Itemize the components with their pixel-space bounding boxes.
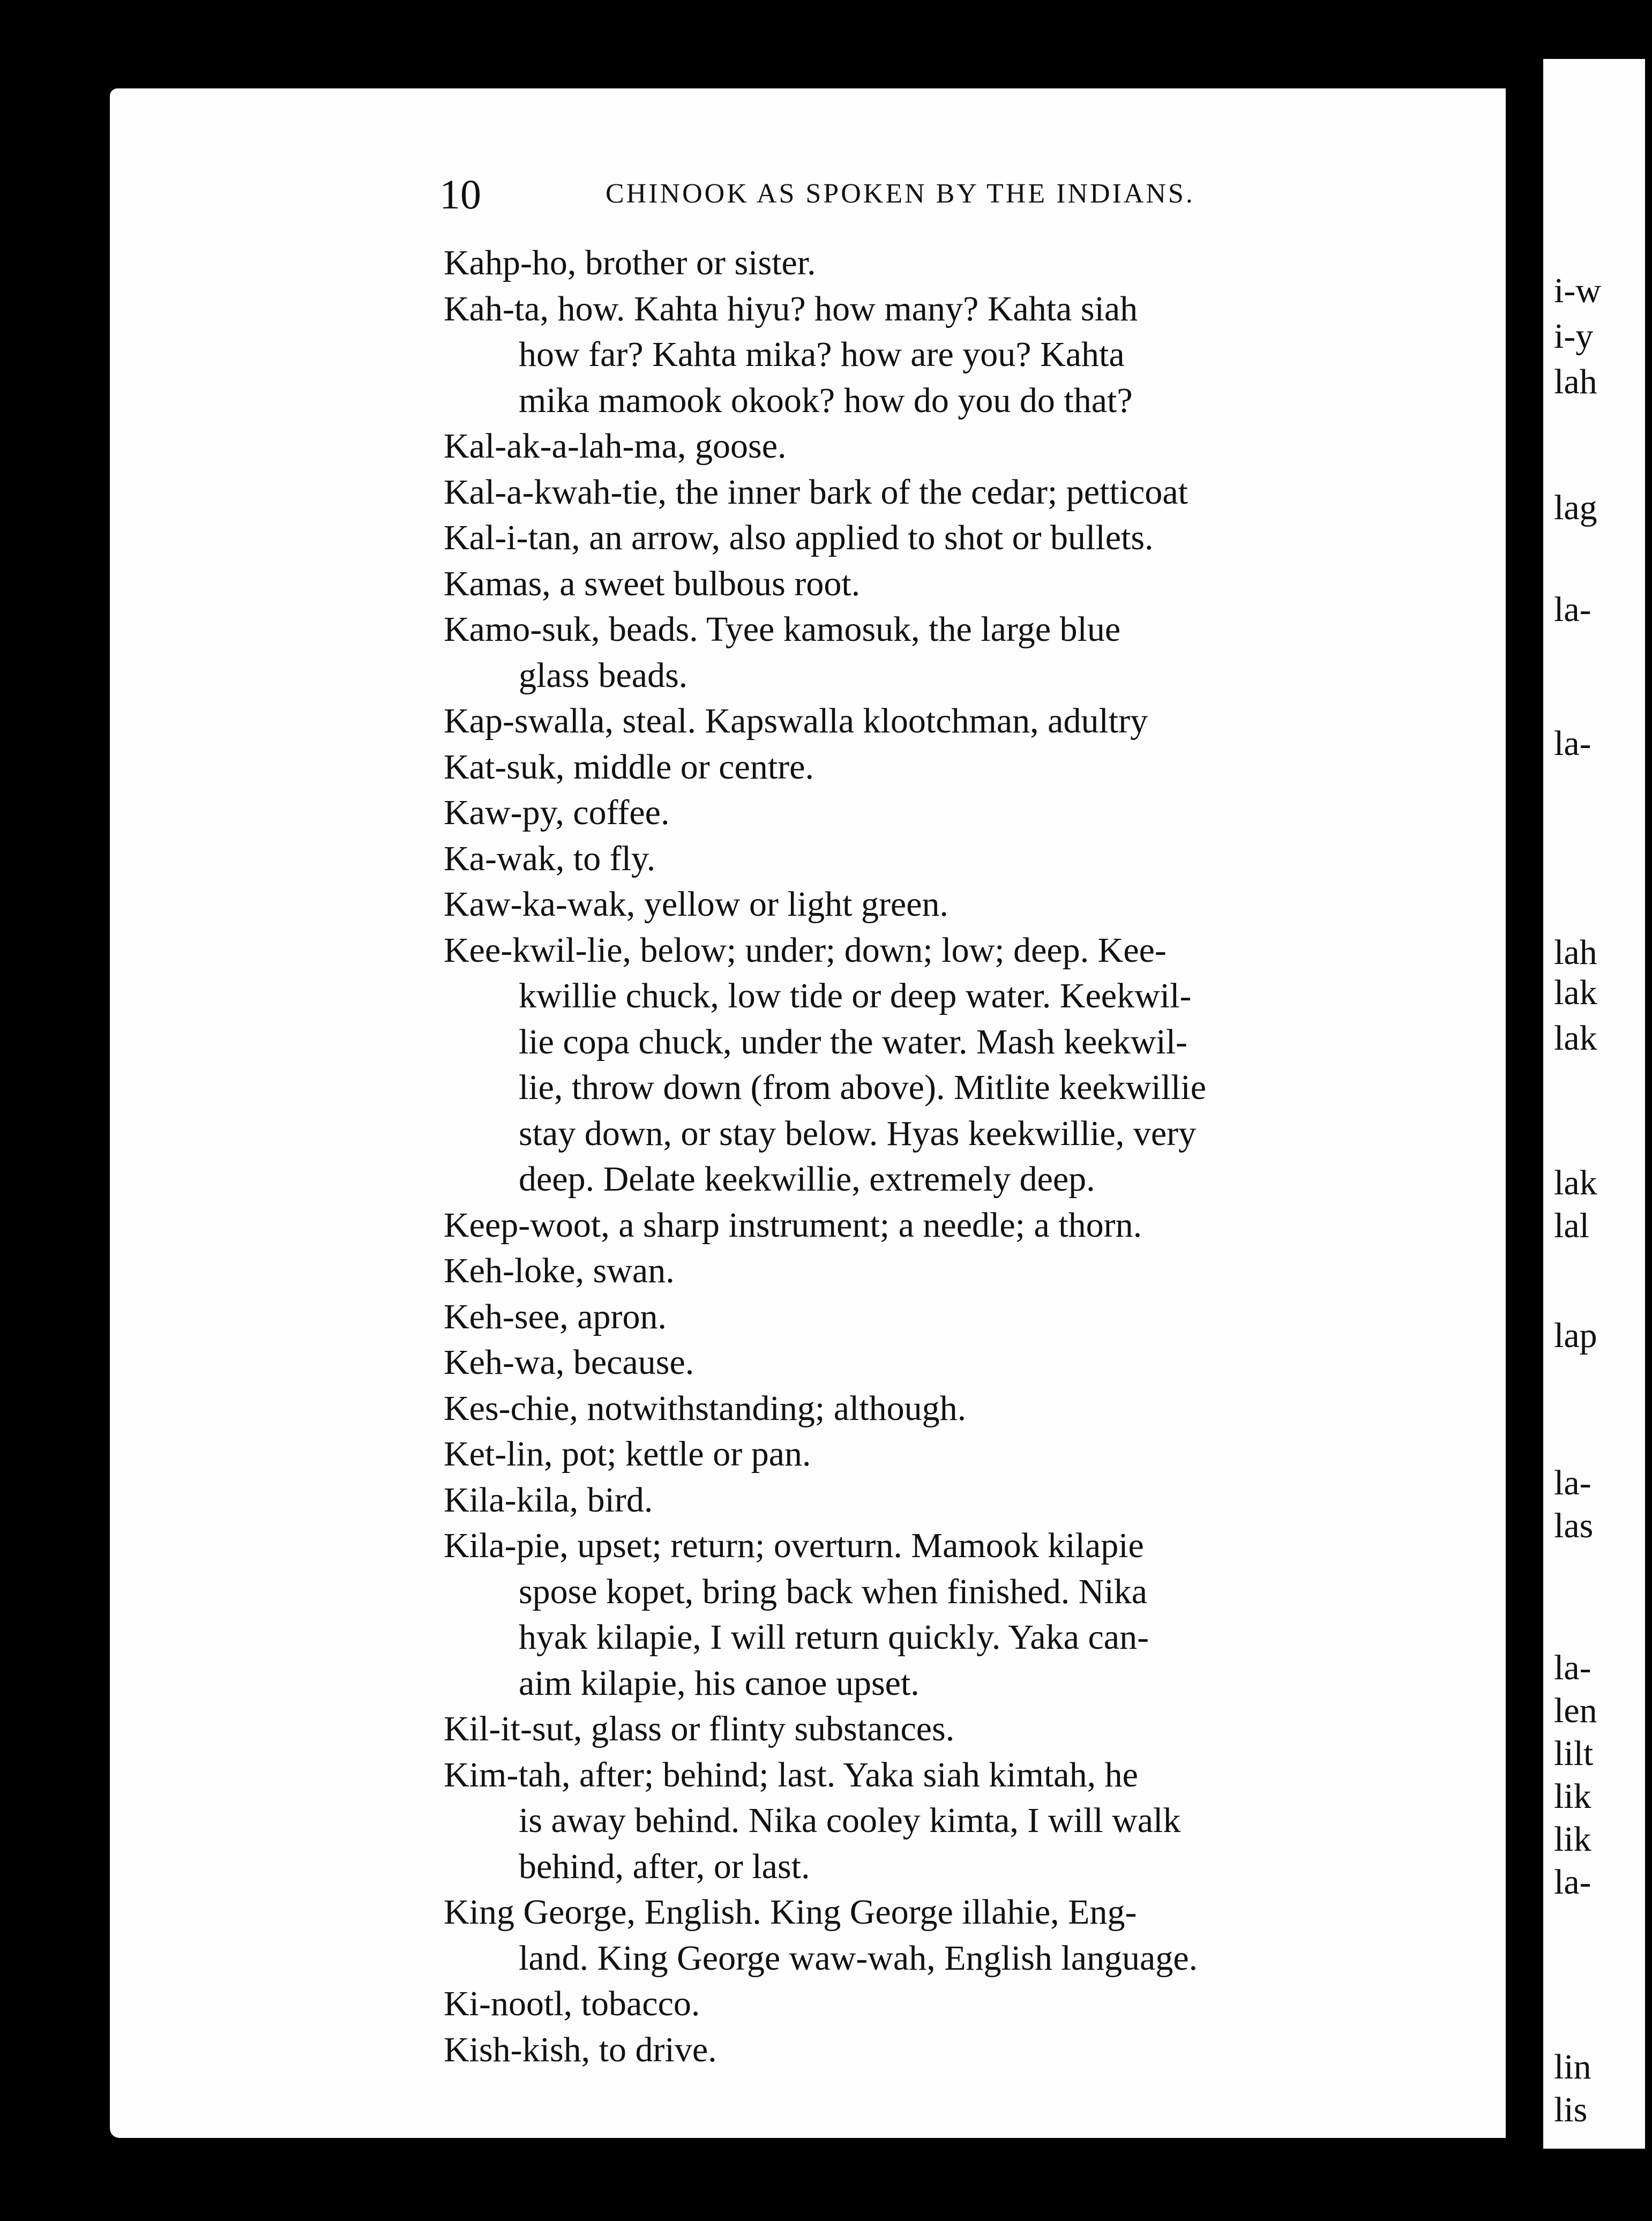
right-page-fragment: i-w xyxy=(1554,271,1601,310)
entry-line: Keh-see, apron. xyxy=(444,1297,667,1336)
entry-line: mika mamook okook? how do you do that? xyxy=(519,380,1133,420)
entry-line: Kaw-py, coffee. xyxy=(444,793,670,832)
dictionary-entry xyxy=(444,1752,1518,1890)
entry-line: Kal-a-kwah-tie, the inner bark of the cedar; petticoat xyxy=(444,472,1188,512)
dictionary-entry xyxy=(444,1248,1518,1294)
entry-line: Kes-chie, notwithstanding; although. xyxy=(444,1388,967,1428)
entry-line: Kal-i-tan, an arrow, also applied to shot or bullets. xyxy=(444,518,1154,557)
right-page-fragment: len xyxy=(1554,1691,1597,1730)
right-page-fragment: lap xyxy=(1554,1316,1597,1355)
entry-line: Kamas, a sweet bulbous root. xyxy=(444,564,861,603)
dictionary-entry xyxy=(444,561,1518,607)
right-page-fragment: lik xyxy=(1554,1820,1591,1859)
entry-line: is away behind. Nika cooley kimta, I will walk xyxy=(519,1801,1181,1840)
dictionary-entries xyxy=(444,240,1518,2073)
right-page-fragment: lah xyxy=(1554,362,1597,401)
dictionary-entry xyxy=(444,1294,1518,1340)
entry-line: how far? Kahta mika? how are you? Kahta xyxy=(519,335,1125,374)
entry-line: Kila-pie, upset; return; overturn. Mamook kilapie xyxy=(444,1526,1144,1565)
entry-line: Kap-swalla, steal. Kapswalla klootchman, adultry xyxy=(444,701,1148,741)
dictionary-entry xyxy=(444,1340,1518,1386)
entry-line: Kamo-suk, beads. Tyee kamosuk, the large blue xyxy=(444,610,1121,649)
dictionary-entry xyxy=(444,1706,1518,1752)
dictionary-entry xyxy=(444,240,1518,286)
entry-line: Kee-kwil-lie, below; under; down; low; deep. Kee- xyxy=(444,930,1167,970)
entry-line: Kal-ak-a-lah-ma, goose. xyxy=(444,427,787,466)
dictionary-entry xyxy=(444,881,1518,928)
right-page-fragment: la- xyxy=(1554,590,1591,629)
dictionary-entry xyxy=(444,1477,1518,1523)
entry-line: Kish-kish, to drive. xyxy=(444,2030,717,2069)
right-page-fragment: lis xyxy=(1554,2090,1588,2129)
dictionary-entry xyxy=(444,515,1518,561)
entry-line: King George, English. King George illahie, Eng- xyxy=(444,1893,1137,1932)
dictionary-entry xyxy=(444,928,1518,1202)
entry-line: stay down, or stay below. Hyas keekwillie, very xyxy=(519,1113,1197,1153)
right-page-fragment: i-y xyxy=(1554,317,1594,356)
right-page-fragment: lal xyxy=(1554,1206,1589,1245)
entry-line: behind, after, or last. xyxy=(519,1846,810,1886)
book-page-right-edge xyxy=(1543,59,1645,2149)
entry-line: Kahp-ho, brother or sister. xyxy=(444,243,816,282)
right-page-fragment: la- xyxy=(1554,1463,1591,1502)
entry-line: Kil-it-sut, glass or flinty substances. xyxy=(444,1709,955,1748)
dictionary-entry xyxy=(444,286,1518,424)
right-page-fragment: lik xyxy=(1554,1777,1591,1816)
dictionary-entry xyxy=(444,698,1518,744)
entry-line: kwillie chuck, low tide or deep water. Keekwil- xyxy=(519,976,1192,1015)
right-page-fragment: la- xyxy=(1554,724,1591,763)
entry-line: Ka-wak, to fly. xyxy=(444,839,656,878)
page-header xyxy=(439,170,1511,229)
right-page-fragment: lak xyxy=(1554,973,1597,1012)
dictionary-entry xyxy=(444,836,1518,882)
entry-line: aim kilapie, his canoe upset. xyxy=(519,1663,920,1703)
running-title: CHINOOK AS SPOKEN BY THE INDIANS. xyxy=(606,178,1195,209)
page-number: 10 xyxy=(439,171,481,218)
entry-line: Kah-ta, how. Kahta hiyu? how many? Kahta siah xyxy=(444,289,1138,328)
dictionary-entry xyxy=(444,423,1518,469)
entry-line: deep. Delate keekwillie, extremely deep. xyxy=(519,1160,1095,1199)
dictionary-entry xyxy=(444,744,1518,790)
right-page-fragment: las xyxy=(1554,1506,1594,1545)
dictionary-entry xyxy=(444,1523,1518,1706)
entry-line: Ki-nootl, tobacco. xyxy=(444,1984,700,2023)
dictionary-entry xyxy=(444,1889,1518,1981)
dictionary-entry xyxy=(444,1981,1518,2027)
entry-line: hyak kilapie, I will return quickly. Yaka can- xyxy=(519,1618,1149,1657)
entry-line: land. King George waw-wah, English language. xyxy=(519,1938,1198,1978)
dictionary-entry xyxy=(444,790,1518,836)
entry-line: Kaw-ka-wak, yellow or light green. xyxy=(444,885,949,924)
right-page-fragment: lak xyxy=(1554,1019,1597,1058)
dictionary-entry xyxy=(444,469,1518,515)
entry-line: glass beads. xyxy=(519,655,688,695)
entry-line: spose kopet, bring back when finished. Nika xyxy=(519,1572,1148,1611)
right-page-fragment: lak xyxy=(1554,1163,1597,1202)
dictionary-entry xyxy=(444,607,1518,698)
entry-line: Keh-loke, swan. xyxy=(444,1251,675,1290)
entry-line: Kila-kila, bird. xyxy=(444,1480,653,1520)
right-page-fragment: lag xyxy=(1554,488,1597,527)
entry-line: Ket-lin, pot; kettle or pan. xyxy=(444,1434,811,1474)
right-page-fragment: lin xyxy=(1554,2047,1591,2087)
entry-line: lie copa chuck, under the water. Mash keekwil- xyxy=(519,1022,1188,1061)
right-page-fragment: la- xyxy=(1554,1648,1591,1687)
dictionary-entry xyxy=(444,1202,1518,1248)
right-page-fragment: lah xyxy=(1554,933,1597,972)
right-page-fragment: la- xyxy=(1554,1863,1591,1902)
dictionary-entry xyxy=(444,1431,1518,1477)
dictionary-entry xyxy=(444,1386,1518,1432)
entry-line: Kim-tah, after; behind; last. Yaka siah kimtah, he xyxy=(444,1755,1138,1794)
dictionary-entry xyxy=(444,2027,1518,2073)
entry-line: Keep-woot, a sharp instrument; a needle; a thorn. xyxy=(444,1205,1142,1245)
entry-line: lie, throw down (from above). Mitlite keekwillie xyxy=(519,1068,1207,1107)
entry-line: Keh-wa, because. xyxy=(444,1343,694,1382)
right-page-fragment: lilt xyxy=(1554,1734,1594,1773)
entry-line: Kat-suk, middle or centre. xyxy=(444,747,814,787)
